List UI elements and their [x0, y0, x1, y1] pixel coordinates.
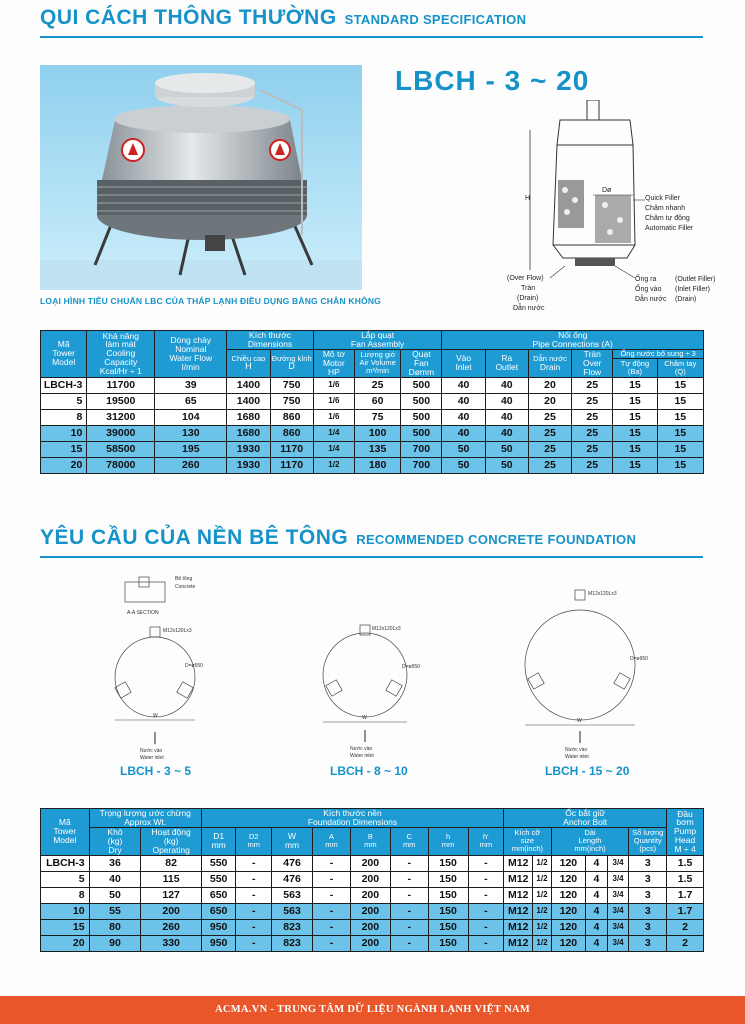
table-row: 5 40 115 550 - 476 - 200 - 150 - M12 1/2 120 4 3/4 3 1.5	[41, 871, 704, 887]
table-row: 8 50 127 650 - 563 - 200 - 150 - M12 1/2 120 4 3/4 3 1.7	[41, 887, 704, 903]
svg-text:Concrete: Concrete	[175, 584, 196, 590]
table-row: LBCH-3 36 82 550 - 476 - 200 - 150 - M12 1/2 120 4 3/4 3 1.5	[41, 855, 704, 871]
th-dimensions: Kích thước Dimensions	[227, 331, 313, 350]
cooling-tower-photo	[40, 65, 362, 290]
product-caption: LOẠI HÌNH TIÊU CHUẨN LBC CỦA THÁP LẠNH ĐIỀU DỤNG BẰNG CHÂN KHÔNG	[40, 296, 381, 306]
svg-text:A-A SECTION: A-A SECTION	[127, 610, 159, 616]
svg-text:D=ø950: D=ø950	[630, 656, 648, 662]
table-row: 15 80 260 950 - 823 - 200 - 150 - M12 1/2 120 4 3/4 3 2	[41, 919, 704, 935]
th2-dry: Khô (kg) Dry	[89, 827, 141, 855]
table-row: LBCH-3 11700 39 1400 750 1/6 25 500 40 40 20 25 15 15	[41, 377, 704, 393]
th-pipe-connections: Nối ống Pipe Connections (A)	[442, 331, 704, 350]
diagram-outlet-vn: Ống ra	[635, 276, 657, 283]
diagram-d-label: Dø	[602, 187, 612, 194]
table-row: 10 39000 130 1680 860 1/4 100 500 40 40 25 25 15 15	[41, 425, 704, 441]
foundation-table	[40, 808, 704, 952]
th-motor: Mô tơ Motor HP	[313, 349, 354, 377]
th2-model: Mã Tower Model	[41, 809, 90, 856]
th-diameter: Đường kính D	[270, 349, 313, 377]
diagram-filler-line-2: Châm nhanh	[645, 205, 686, 212]
th-inlet: Vào Inlet	[442, 349, 485, 377]
th-air-volume: Lượng gió Air Volume m³/min	[354, 349, 400, 377]
table-row: 8 31200 104 1680 860 1/6 75 500 40 40 25 25 15 15	[41, 409, 704, 425]
svg-text:D=ø550: D=ø550	[185, 663, 203, 669]
svg-text:M12x120Lx3: M12x120Lx3	[163, 628, 192, 634]
table-row: 20 90 330 950 - 823 - 200 - 150 - M12 1/2 120 4 3/4 3 2	[41, 935, 704, 951]
th-manual: Châm tay (Q)	[657, 359, 703, 377]
svg-text:Bê tông: Bê tông	[175, 576, 193, 582]
model-title: LBCH - 3 ~ 20	[395, 65, 590, 96]
diagram-inlet-en: (Inlet Filler)	[675, 286, 711, 293]
diagram-left-line-2: Tràn	[521, 285, 536, 292]
diagram-drain-vn: Dẫn nước	[635, 296, 667, 303]
th2-d2: D2 mm	[236, 827, 272, 855]
foundation-label-3-5: LBCH - 3 ~ 5	[120, 764, 192, 778]
section-title-en: RECOMMENDED CONCRETE FOUNDATION	[356, 532, 637, 547]
th2-a: A mm	[313, 827, 351, 855]
table-row: 15 58500 195 1930 1170 1/4 135 700 50 50 25 25 15 15	[41, 441, 704, 457]
th2-weight: Trọng lượng ước chừng Approx Wt.	[89, 809, 201, 828]
table-row: 20 78000 260 1930 1170 1/2 180 700 50 50 25 25 15 15	[41, 457, 704, 473]
foundation-diagram-small	[95, 572, 225, 762]
diagram-left-line-3: (Drain)	[517, 295, 539, 302]
svg-text:Nước vào: Nước vào	[565, 747, 588, 753]
table-row: 10 55 200 650 - 563 - 200 - 150 - M12 1/2 120 4 3/4 3 1.7	[41, 903, 704, 919]
tower-diagram	[505, 100, 735, 315]
diagram-inlet-vn: Ống vào	[635, 286, 662, 293]
svg-text:Nước vào: Nước vào	[350, 746, 373, 752]
th-capacity: Khả năng làm mát Cooling Capacity Kcal/Hr ÷ 1	[87, 331, 155, 378]
svg-text:Water inlet: Water inlet	[565, 754, 589, 760]
th2-size: Kích cỡ size mm(inch)	[504, 827, 551, 855]
diagram-outlet-en: (Outlet Filler)	[675, 276, 716, 283]
section-rule	[40, 556, 703, 558]
th-height: Chiều cao H	[227, 349, 270, 377]
diagram-left-line-4: Dẫn nước	[513, 305, 545, 312]
section-title-foundation	[40, 526, 636, 550]
section-rule	[40, 36, 703, 38]
th-makeup: Ống nước bổ sung ÷ 3	[613, 349, 704, 359]
th-overflow: Tràn Over Flow	[572, 349, 613, 377]
th2-d1: D1 mm	[201, 827, 236, 855]
th2-h: h mm	[428, 827, 468, 855]
th2-c: C mm	[390, 827, 428, 855]
th2-hprime: h' mm	[468, 827, 504, 855]
diagram-h-label: H	[525, 195, 531, 202]
diagram-left-line-1: (Over Flow)	[507, 275, 544, 282]
foundation-label-15-20: LBCH - 15 ~ 20	[545, 764, 630, 778]
section-title-vn: QUI CÁCH THÔNG THƯỜNG	[40, 6, 337, 29]
diagram-filler-line-1: Quick Filler	[645, 195, 681, 202]
table-row: 5 19500 65 1400 750 1/6 60 500 40 40 20 25 15 15	[41, 393, 704, 409]
th2-operating: Hoạt động (kg) Operating	[141, 827, 201, 855]
th2-foundation: Kích thước nền Foundation Dimensions	[201, 809, 503, 828]
foundation-diagram-medium	[310, 620, 440, 765]
svg-text:W: W	[153, 713, 158, 719]
svg-text:W: W	[577, 718, 582, 724]
diagram-filler-line-3: Châm tự động	[645, 215, 690, 222]
section-title-specification	[40, 6, 526, 30]
th-drain: Dẫn nước Drain	[528, 349, 571, 377]
svg-text:Water inlet: Water inlet	[140, 755, 164, 761]
th2-anchor: Ốc bắt giữ Anchor Bolt	[504, 809, 667, 828]
svg-text:Water inlet: Water inlet	[350, 753, 374, 759]
diagram-filler-line-4: Automatic Filler	[645, 225, 694, 232]
diagram-drain-en: (Drain)	[675, 296, 697, 303]
th2-qty: Số lượng Quantity (pcs)	[629, 827, 667, 855]
svg-text:Nước vào: Nước vào	[140, 748, 163, 754]
section-title-en: STANDARD SPECIFICATION	[344, 12, 527, 27]
foundation-label-8-10: LBCH - 8 ~ 10	[330, 764, 408, 778]
section-title-vn: YÊU CẦU CỦA NỀN BÊ TÔNG	[40, 526, 349, 549]
th-fan-assembly: Lắp quạt Fan Assembly	[313, 331, 442, 350]
specification-table	[40, 330, 704, 474]
svg-text:W: W	[362, 715, 367, 721]
th-flow: Dòng chảy Nominal Water Flow l/min	[155, 331, 227, 378]
th2-w: W mm	[272, 827, 313, 855]
th-model: Mã Tower Model	[41, 331, 87, 378]
th-auto: Tự động (Ba)	[613, 359, 657, 377]
foundation-diagram-large	[510, 585, 650, 765]
footer-banner: ACMA.VN - TRUNG TÂM DỮ LIỆU NGÀNH LẠNH VIỆT NAM	[0, 996, 745, 1024]
svg-text:D=ø650: D=ø650	[402, 664, 420, 670]
th2-head: Đầu bơm Pump Head M ÷ 4	[667, 809, 704, 856]
th-outlet: Ra Outlet	[485, 349, 528, 377]
th2-b: B mm	[350, 827, 390, 855]
svg-text:M12x120Lx3: M12x120Lx3	[372, 626, 401, 632]
th2-length: Dài Length mm(inch)	[551, 827, 629, 855]
th-fan-diameter: Quạt Fan Dømm	[401, 349, 442, 377]
svg-text:M12x120Lx3: M12x120Lx3	[588, 591, 617, 597]
